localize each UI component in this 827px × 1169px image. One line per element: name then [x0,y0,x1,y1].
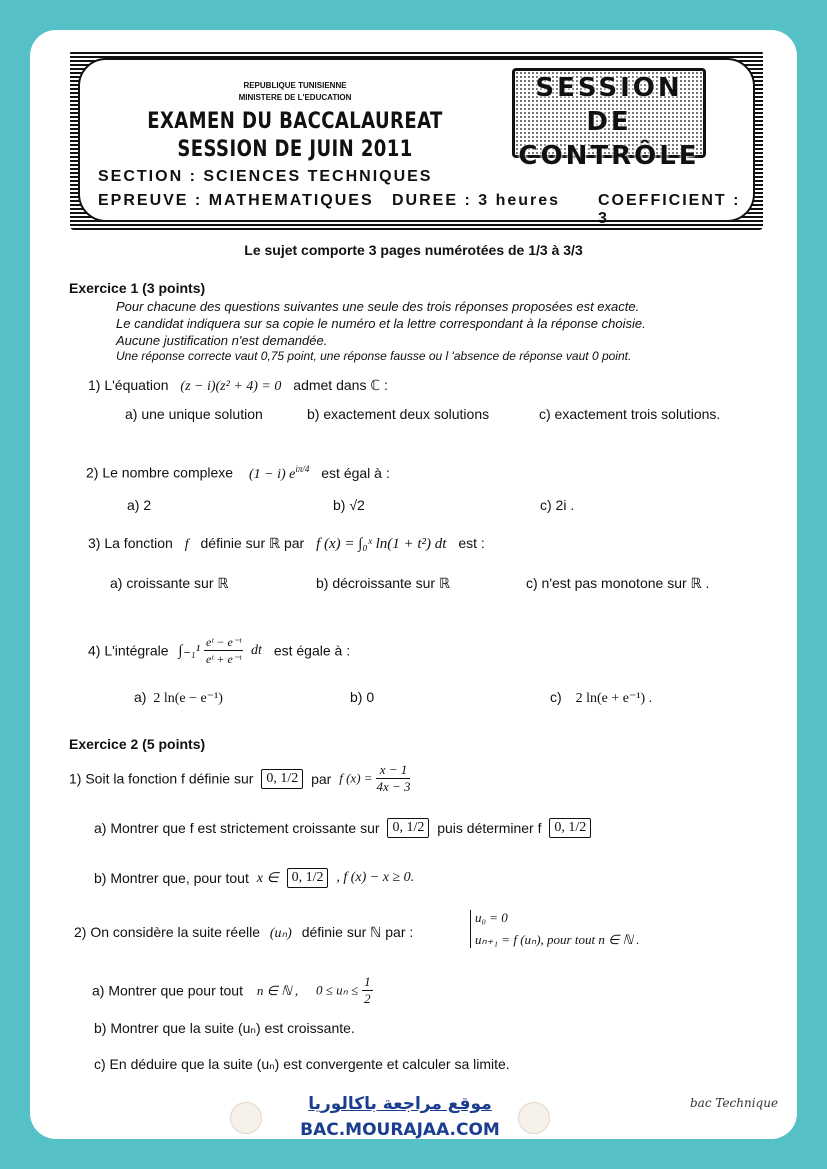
q4-answer-a-value: 2 ln(e − e⁻¹) [153,691,223,706]
ex2-q2a-ineq: 0 ≤ uₙ ≤ [316,982,359,998]
ex2-q1 [69,762,410,795]
ex2-q1-interval: 0, 1/2 [261,769,303,789]
q2-answer-a: a) 2 [127,497,152,513]
ex2-q1a [94,818,591,838]
q2-suffix: est égal à : [321,464,390,481]
ex2-q2a-n: n ∈ ℕ , [256,982,299,998]
duree-label: DUREE : 3 heures [392,192,561,209]
bac-technique-label: bac Technique [690,1096,779,1110]
footer-arabic-link[interactable]: موقع مراجعة باكالوريا [308,1094,492,1114]
ex2-system-line2: uₙ₊₁ = f (uₙ), pour tout n ∈ ℕ . [475,932,640,947]
ex1-instr-4: Une réponse correcte vaut 0,75 point, une réponse fausse ou l 'absence de réponse vaut 0 point. [116,349,632,363]
q2-stem [86,464,390,483]
q1-answer-a: a) une unique solution [125,406,263,422]
ex2-q1a-interval: 0, 1/2 [387,818,429,838]
ex2-f-def: f (x) = [339,770,373,786]
q4-dt: dt [251,642,262,658]
ex2-half-numerator: 1 [364,974,371,989]
q3-definition: f (x) = ∫₀ˣ ln(1 + t²) dt [316,536,447,552]
q3-answer-a: a) croissante sur ℝ [110,575,229,591]
ex2-f-fraction [376,762,410,795]
ex2-q2a [92,974,373,1007]
ex2-q2a-prefix: a) Montrer que pour tout [92,982,243,999]
ex2-half-denominator: 2 [364,991,371,1006]
epreuve-label: EPREUVE : MATHEMATIQUES [98,192,374,209]
session-controle-box [512,68,706,171]
subtitle: Le sujet comporte 3 pages numérotées de 1/3 à 3/3 [244,242,583,258]
q2-answer-c: c) 2i . [540,497,575,513]
ex1-instr-3: Aucune justification n'est demandée. [116,333,328,348]
ex2-q1-prefix: 1) Soit la fonction f définie sur [69,770,254,787]
ex2-q1a-image-interval: 0, 1/2 [549,818,591,838]
q2-answer-b: b) √2 [333,497,365,513]
q4-prefix: 4) L'intégrale [88,642,169,659]
q3-suffix: est : [458,535,485,551]
ex2-q1a-prefix: a) Montrer que f est strictement croissante sur [94,820,380,836]
ex2-q2a-half [362,974,373,1007]
q3-mid: définie sur ℝ par [200,535,305,551]
ex2-q2-prefix: 2) On considère la suite réelle [74,924,260,940]
q1-answer-c: c) exactement trois solutions. [539,406,721,422]
ex2-q2c: c) En déduire que la suite (uₙ) est convergente et calculer sa limite. [94,1056,510,1072]
coefficient-label: COEFFICIENT : 3 [598,192,741,227]
q1-stem [88,377,388,395]
q3-answer-c: c) n'est pas monotone sur ℝ . [526,575,710,591]
q3-stem [88,535,485,553]
q2-expr: (1 − i) e [248,466,296,482]
q1-answer-b: b) exactement deux solutions [307,406,490,422]
ex1-instr-1: Pour chacune des questions suivantes une seule des trois réponses proposées est exacte. [116,299,640,314]
ex2-q1b-suffix: , f (x) − x ≥ 0. [336,870,415,885]
q2-exponent: iπ/4 [295,464,310,474]
ex2-q2b: b) Montrer que la suite (uₙ) est croissante. [94,1020,355,1036]
q1-equation: (z − i)(z² + 4) = 0 [180,379,282,394]
ex1-title: Exercice 1 (3 points) [69,280,206,296]
ex2-f-numerator: x − 1 [376,762,410,779]
ex2-q1b-prefix: b) Montrer que, pour tout [94,870,249,886]
q4-suffix: est égale à : [273,642,351,659]
q4-denominator: eᵗ + e⁻ᵗ [206,652,242,666]
ex2-system-line1: u₀ = 0 [475,910,508,925]
q4-answer-c-value: 2 ln(e + e⁻¹) . [575,691,653,706]
ex2-q1b-x: x ∈ [256,870,279,886]
q4-answer-a [134,689,223,707]
q4-answer-c-label: c) [550,689,562,705]
ex1-instr-2: Le candidat indiquera sur sa copie le numéro et la lettre correspondant à la réponse choisie. [116,316,646,331]
footer-url-link[interactable]: BAC.MOURAJAA.COM [300,1120,500,1139]
ministere-label: MINISTERE DE L'EDUCATION [238,93,352,102]
q4-answer-c [550,689,652,707]
q3-f: f [184,537,189,552]
exam-page [30,30,797,1139]
ministry-block [80,80,510,104]
q4-numerator: eᵗ − e⁻ᵗ [206,635,242,649]
q2-prefix: 2) Le nombre complexe [86,464,234,481]
exam-title-line1: EXAMEN DU BACCALAUREAT [147,109,443,134]
header-frame [70,50,763,230]
controle-label: DE CONTRÔLE [518,107,700,171]
ex2-q2-mid: définie sur ℕ par : [301,924,414,940]
q4-integral-sign: ∫₋₁¹ [178,643,201,659]
ex2-q1a-mid: puis déterminer f [437,820,542,836]
q3-answer-b: b) décroissante sur ℝ [316,575,451,591]
republique-label: REPUBLIQUE TUNISIENNE [243,81,347,90]
q3-prefix: 3) La fonction [88,535,173,551]
ex2-q1-par: par [311,770,332,787]
ex2-q2 [74,924,413,942]
ex2-recurrence-system [470,910,640,948]
q4-stem [88,634,350,667]
section-label: SECTION : SCIENCES TECHNIQUES [98,168,433,185]
header-inner [78,58,755,227]
session-label: SESSION [535,73,683,103]
q1-prefix: 1) L'équation [88,377,169,393]
q4-answer-b: b) 0 [350,689,375,705]
exam-title-line2: SESSION DE JUIN 2011 [177,137,413,162]
q1-suffix: admet dans ℂ : [293,377,388,393]
ex2-title: Exercice 2 (5 points) [69,736,206,752]
exam-title [119,108,472,164]
ex2-f-denominator: 4x − 3 [376,779,411,794]
ex2-q1b [94,868,414,888]
ex2-q1b-interval: 0, 1/2 [287,868,329,888]
q4-fraction [204,634,243,667]
q4-answer-a-label: a) [134,689,147,705]
ex2-q2-un: (uₙ) [269,926,292,941]
